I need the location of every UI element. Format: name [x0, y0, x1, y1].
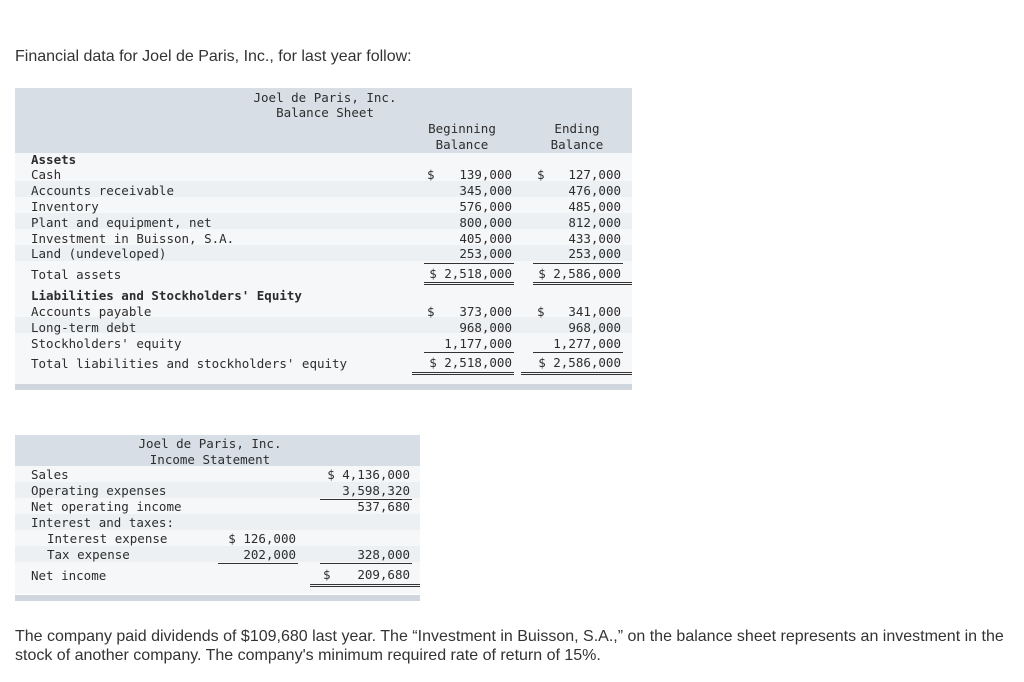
total-liabilities-label: Total liabilities and stockholders' equity: [31, 356, 348, 371]
asset-end-value: 433,000: [568, 231, 621, 246]
asset-end-value: 485,000: [568, 199, 621, 214]
asset-begin-value: 800,000: [459, 215, 512, 230]
liability-begin-value: 968,000: [459, 320, 512, 335]
intro-text: Financial data for Joel de Paris, Inc., for last year follow:: [15, 48, 412, 65]
operating-expenses-value: 3,598,320: [342, 483, 410, 498]
balance-sheet-company: Joel de Paris, Inc.: [253, 90, 397, 105]
liability-end-value: 1,277,000: [553, 336, 621, 351]
interest-expense-label: Interest expense: [47, 531, 168, 546]
asset-label: Accounts receivable: [31, 183, 174, 198]
col-ending-header-2: Balance: [550, 137, 604, 152]
net-income-label: Net income: [31, 568, 107, 583]
liability-label: Accounts payable: [31, 304, 152, 319]
liabilities-heading: Liabilities and Stockholders' Equity: [31, 288, 302, 303]
net-income-currency: $: [323, 567, 331, 582]
tax-expense-label: Tax expense: [47, 547, 130, 562]
tax-expense-value: 202,000: [243, 547, 296, 562]
income-statement-company: Joel de Paris, Inc.: [138, 436, 282, 451]
col-ending-header: Ending: [554, 121, 600, 136]
total-assets-label: Total assets: [31, 267, 122, 282]
asset-end-currency: $: [537, 167, 545, 182]
interest-and-taxes-label: Interest and taxes:: [31, 515, 174, 530]
sales-label: Sales: [31, 467, 69, 482]
footer-text: The company paid dividends of $109,680 last year. The “Investment in Buisson, S.A.,” on the balance sheet represents an investment in the stock of another company. The company's minimum required rate of return of 15%.: [15, 628, 1004, 664]
liability-end-value: 341,000: [568, 304, 621, 319]
liability-begin-value: 373,000: [459, 304, 512, 319]
total-assets-end: $ 2,586,000: [538, 266, 621, 281]
asset-label: Inventory: [31, 199, 99, 214]
asset-label: Land (undeveloped): [31, 246, 167, 261]
operating-expenses-label: Operating expenses: [31, 483, 167, 498]
liability-begin-currency: $: [427, 304, 435, 319]
asset-begin-value: 345,000: [459, 183, 512, 198]
liability-end-currency: $: [537, 304, 545, 319]
total-assets-begin: $ 2,518,000: [429, 266, 512, 281]
liability-label: Stockholders' equity: [31, 336, 182, 351]
asset-begin-currency: $: [427, 167, 435, 182]
income-statement-title: Income Statement: [149, 452, 271, 467]
balance-sheet-title: Balance Sheet: [276, 105, 374, 120]
net-income-value: 209,680: [357, 567, 410, 582]
asset-label: Plant and equipment, net: [31, 215, 212, 230]
total-liabilities-end: $ 2,586,000: [538, 355, 621, 370]
asset-end-value: 127,000: [568, 167, 621, 182]
asset-label: Investment in Buisson, S.A.: [31, 231, 235, 246]
liability-begin-value: 1,177,000: [444, 336, 512, 351]
interest-and-taxes-total: 328,000: [357, 547, 410, 562]
net-operating-income-value: 537,680: [357, 499, 410, 514]
assets-heading: Assets: [31, 152, 77, 167]
asset-end-value: 476,000: [568, 183, 621, 198]
asset-end-value: 253,000: [568, 246, 621, 261]
liability-end-value: 968,000: [568, 320, 621, 335]
total-liabilities-begin: $ 2,518,000: [429, 355, 512, 370]
asset-end-value: 812,000: [568, 215, 621, 230]
liability-label: Long-term debt: [31, 320, 137, 335]
interest-expense-value: $ 126,000: [228, 531, 296, 546]
asset-begin-value: 405,000: [459, 231, 512, 246]
asset-begin-value: 253,000: [459, 246, 512, 261]
sales-value: $ 4,136,000: [327, 467, 410, 482]
col-beginning-header-2: Balance: [435, 137, 489, 152]
col-beginning-header: Beginning: [428, 121, 496, 136]
asset-begin-value: 576,000: [459, 199, 512, 214]
asset-begin-value: 139,000: [459, 167, 512, 182]
net-operating-income-label: Net operating income: [31, 499, 182, 514]
asset-label: Cash: [31, 167, 62, 182]
